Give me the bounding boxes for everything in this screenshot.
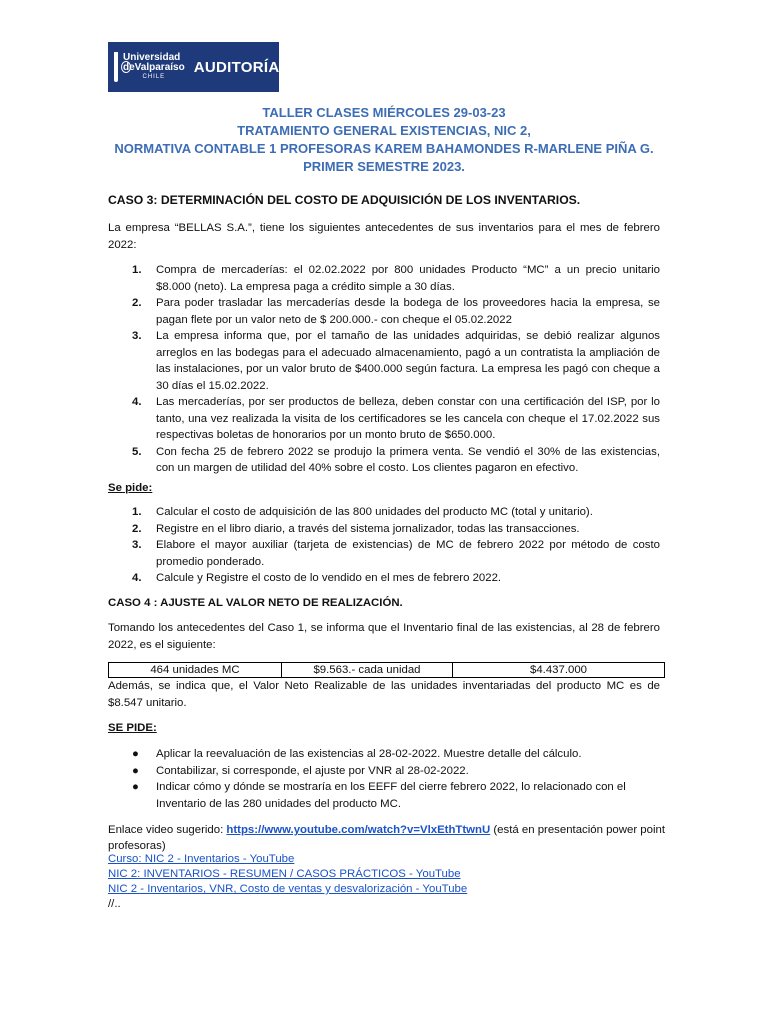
- link-list: [108, 852, 467, 912]
- bullet-icon: ●: [132, 764, 139, 777]
- table-cell: 464 unidades MC: [109, 663, 282, 678]
- header-line4: PRIMER SEMESTRE 2023.: [303, 159, 465, 174]
- list-item: 1. Calcular el costo de adquisición de las 800 unidades del producto MC (total y unitario).: [132, 506, 593, 518]
- caso3-intro: La empresa “BELLAS S.A.”, tiene los siguientes antecedentes de sus inventarios para el mes de febrero 2022:: [108, 222, 660, 251]
- caso4-heading: CASO 4 : AJUSTE AL VALOR NETO DE REALIZACIÓN.: [108, 597, 403, 609]
- list-item: ● Indicar cómo y dónde se mostraría en los EEFF del cierre febrero 2022, lo relacionado con el Inventario de las 280 unidades del producto MC.: [132, 781, 626, 810]
- caso4-intro: Tomando los antecedentes del Caso 1, se informa que el Inventario final de las existencias, al 28 de febrero 2022, es el siguiente:: [108, 622, 660, 651]
- department-name: AUDITORÍA: [193, 58, 280, 76]
- list-item: 1. Compra de mercaderías: el 02.02.2022 por 800 unidades Producto “MC” a un precio unitario $8.000 (neto). La empresa paga a crédito simple a 30 días.: [132, 264, 660, 293]
- caso3-se-pide: Se pide:: [108, 482, 153, 494]
- table-cell: $9.563.- cada unidad: [282, 663, 453, 678]
- video-note: (está en presentación power point profesoras): [108, 824, 665, 852]
- header-line2: TRATAMIENTO GENERAL EXISTENCIAS, NIC 2,: [237, 123, 531, 138]
- caso4-after: Además, se indica que, el Valor Neto Realizable de las unidades inventariadas del producto MC es de $8.547 unitario.: [108, 680, 660, 709]
- caso3-tasks: [132, 504, 660, 587]
- link-nic2-vnr[interactable]: NIC 2 - Inventarios, VNR, Costo de ventas y desvalorización - YouTube: [108, 883, 468, 895]
- list-item: ● Aplicar la reevaluación de las existencias al 28-02-2022. Muestre detalle del cálculo.: [128, 746, 660, 763]
- list-item: 3. La empresa informa que, por el tamaño de las unidades adquiridas, se debió realizar algunos arreglos en las bodegas para el adecuado almacenamiento, pagó a un contratista la ampliación de las instalaciones, por un valor bruto de $400.000 según factura. La empresa les pagó con cheque a 30 días el 15.02.2022.: [132, 330, 660, 392]
- crest-icon: [114, 52, 118, 82]
- link-nic2-resumen[interactable]: NIC 2: INVENTARIOS - RESUMEN / CASOS PRÁCTICOS - YouTube: [108, 868, 461, 880]
- header-line3: NORMATIVA CONTABLE 1 PROFESORAS KAREM BAHAMONDES R-MARLENE PIÑA G.: [114, 141, 654, 156]
- list-item: 5. Con fecha 25 de febrero 2022 se produjo la primera venta. Se vendió el 30% de las existencias, con un margen de utilidad del 40% sobre el costo. Los clientes pagaron en efectivo.: [132, 445, 660, 474]
- logo-line1: Universidad: [123, 52, 181, 63]
- list-item: 2. Para poder trasladar las mercaderías desde la bodega de los proveedores hacia la empresa, se pagan flete por un valor neto de $ 200.000.- con cheque el 05.02.2022: [132, 297, 660, 326]
- video-link[interactable]: https://www.youtube.com/watch?v=VlxEthTtwnU: [226, 824, 491, 836]
- bullet-icon: ●: [132, 748, 139, 760]
- list-item: ● Contabilizar, si corresponde, el ajuste por VNR al 28-02-2022.: [128, 763, 660, 780]
- logo-line2: deValparaíso: [123, 62, 185, 73]
- caso3-heading: CASO 3: DETERMINACIÓN DEL COSTO DE ADQUISICIÓN DE LOS INVENTARIOS.: [108, 193, 581, 207]
- video-label: Enlace video sugerido:: [108, 824, 227, 836]
- logo-line3: CHILE: [142, 74, 166, 80]
- list-item: 3. Elabore el mayor auxiliar (tarjeta de existencias) de MC de febrero 2022 por método de costo promedio ponderado.: [132, 539, 660, 568]
- caso3-list: [132, 262, 660, 477]
- caso4-bullets: [128, 746, 660, 812]
- table-row: [109, 663, 665, 678]
- list-item: 2. Registre en el libro diario, a través del sistema jornalizador, todas las transacciones.: [132, 522, 580, 535]
- university-name: [123, 53, 185, 81]
- header-line1: TALLER CLASES MIÉRCOLES 29-03-23: [262, 105, 506, 120]
- university-logo: [108, 42, 279, 92]
- table-cell: $4.437.000: [453, 663, 665, 678]
- list-item: 4. Calcule y Registre el costo de lo vendido en el mes de febrero 2022.: [132, 572, 502, 584]
- video-line: [108, 822, 668, 854]
- end-mark: //..: [108, 898, 121, 910]
- caso4-se-pide: SE PIDE:: [108, 722, 157, 734]
- link-nic2-inventarios[interactable]: Curso: NIC 2 - Inventarios - YouTube: [108, 853, 295, 865]
- bullet-icon: ●: [132, 781, 139, 793]
- inventory-table: [108, 662, 665, 678]
- list-item: 4. Las mercaderías, por ser productos de belleza, deben constar con una certificación del ISP, por lo tanto, una vez realizada la visita de los certificadores se les cancela con cheque el 17.02.2022 sus respectivas boletas de honorarios por un monto bruto de $650.000.: [132, 396, 660, 441]
